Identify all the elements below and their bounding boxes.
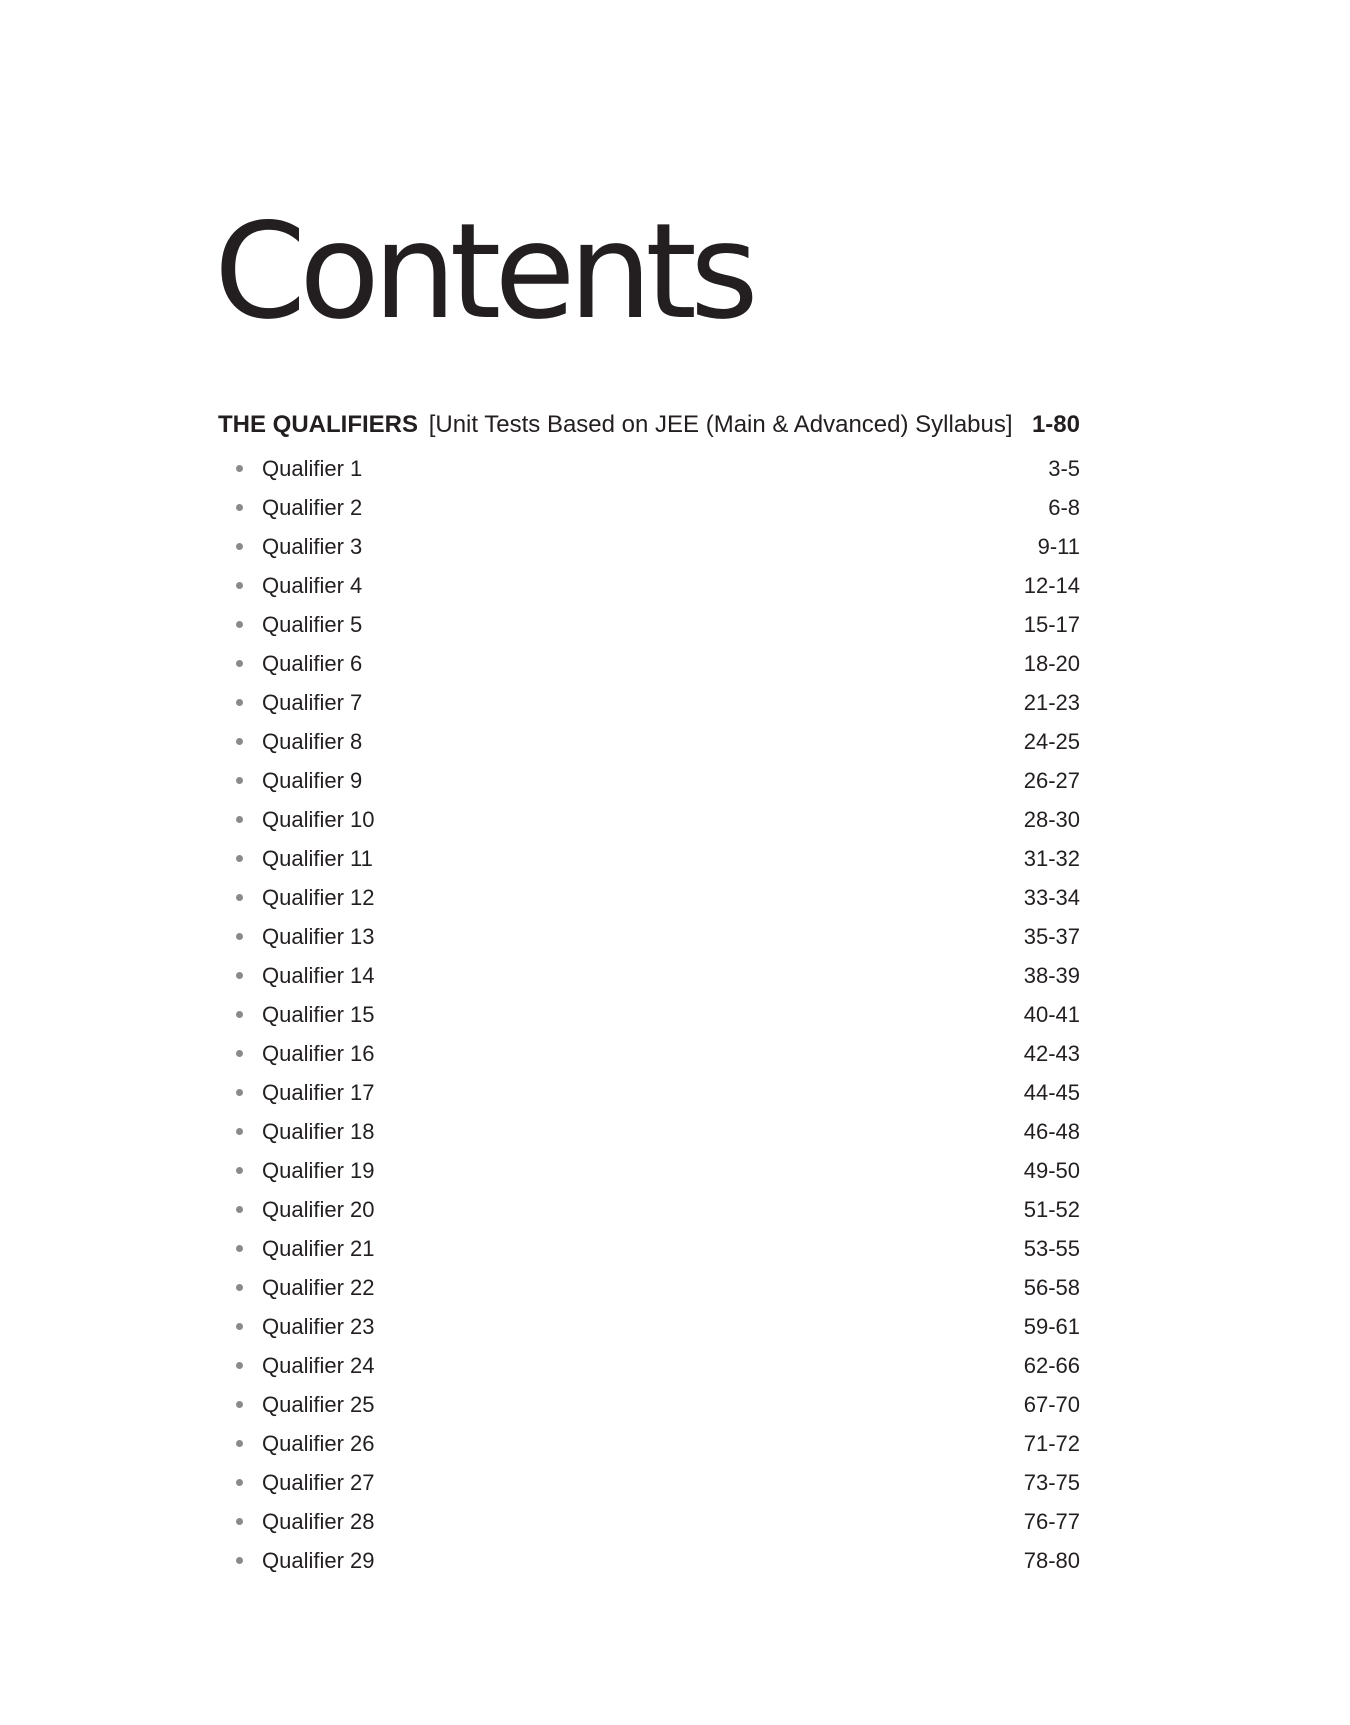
toc-item-page-range: 76-77 [1023, 1509, 1080, 1534]
toc-item[interactable] [236, 605, 1080, 644]
bullet-icon [236, 1245, 243, 1252]
toc-item-page-range: 6-8 [1048, 495, 1080, 520]
toc-item-label: Qualifier 19 [262, 1158, 375, 1183]
toc-item[interactable] [236, 1307, 1080, 1346]
toc-item-page-range: 44-45 [1023, 1080, 1080, 1105]
bullet-icon [236, 1011, 243, 1018]
bullet-icon [236, 1557, 243, 1564]
toc-item-label: Qualifier 13 [262, 924, 375, 949]
toc-item-label: Qualifier 9 [262, 768, 363, 793]
toc-item-page-range: 35-37 [1023, 924, 1080, 949]
section-page-range: 1-80 [1031, 411, 1080, 438]
toc-item[interactable] [236, 1229, 1080, 1268]
toc-item-page-range: 73-75 [1023, 1470, 1080, 1495]
bullet-icon [236, 855, 243, 862]
toc-item-label: Qualifier 5 [262, 612, 363, 637]
toc-item[interactable] [236, 1034, 1080, 1073]
toc-list [236, 449, 1080, 1580]
bullet-icon [236, 1050, 243, 1057]
bullet-icon [236, 504, 243, 511]
toc-item-label: Qualifier 16 [262, 1041, 375, 1066]
toc-item-label: Qualifier 15 [262, 1002, 375, 1027]
toc-item-page-range: 40-41 [1023, 1002, 1080, 1027]
toc-item[interactable] [236, 1463, 1080, 1502]
toc-item-label: Qualifier 11 [262, 846, 373, 871]
bullet-icon [236, 1206, 243, 1213]
bullet-icon [236, 1362, 243, 1369]
toc-item-label: Qualifier 3 [262, 534, 363, 559]
section-header [218, 407, 1080, 443]
toc-item-label: Qualifier 26 [262, 1431, 375, 1456]
toc-item[interactable] [236, 1346, 1080, 1385]
toc-item-page-range: 38-39 [1023, 963, 1080, 988]
bullet-icon [236, 1167, 243, 1174]
bullet-icon [236, 465, 243, 472]
toc-item-label: Qualifier 12 [262, 885, 375, 910]
toc-item[interactable] [236, 1502, 1080, 1541]
toc-item-page-range: 28-30 [1023, 807, 1080, 832]
bullet-icon [236, 1479, 243, 1486]
toc-item-label: Qualifier 4 [262, 573, 363, 598]
page-title: Contents [214, 195, 752, 349]
toc-item-label: Qualifier 23 [262, 1314, 375, 1339]
bullet-icon [236, 894, 243, 901]
toc-item[interactable] [236, 1385, 1080, 1424]
toc-item[interactable] [236, 1424, 1080, 1463]
bullet-icon [236, 1440, 243, 1447]
bullet-icon [236, 1128, 243, 1135]
toc-item-page-range: 31-32 [1023, 846, 1080, 871]
toc-item-page-range: 33-34 [1023, 885, 1080, 910]
toc-item[interactable] [236, 839, 1080, 878]
toc-item[interactable] [236, 1112, 1080, 1151]
toc-item-page-range: 49-50 [1023, 1158, 1080, 1183]
toc-item-page-range: 15-17 [1023, 612, 1080, 637]
toc-item[interactable] [236, 1073, 1080, 1112]
toc-item-label: Qualifier 21 [262, 1236, 375, 1261]
toc-item[interactable] [236, 644, 1080, 683]
toc-item-page-range: 42-43 [1023, 1041, 1080, 1066]
toc-item-page-range: 51-52 [1023, 1197, 1080, 1222]
toc-item-label: Qualifier 8 [262, 729, 363, 754]
bullet-icon [236, 972, 243, 979]
toc-item-page-range: 3-5 [1048, 456, 1080, 481]
toc-item-label: Qualifier 10 [262, 807, 375, 832]
toc-item-label: Qualifier 7 [262, 690, 363, 715]
toc-item-label: Qualifier 29 [262, 1548, 375, 1573]
toc-item[interactable] [236, 1151, 1080, 1190]
toc-item[interactable] [236, 917, 1080, 956]
toc-item[interactable] [236, 449, 1080, 488]
section-subtitle: [Unit Tests Based on JEE (Main & Advanced) Syllabus] [428, 411, 1013, 438]
toc-item-label: Qualifier 28 [262, 1509, 375, 1534]
bullet-icon [236, 699, 243, 706]
bullet-icon [236, 1089, 243, 1096]
toc-item-label: Qualifier 17 [262, 1080, 375, 1105]
bullet-icon [236, 582, 243, 589]
toc-item-page-range: 46-48 [1023, 1119, 1080, 1144]
bullet-icon [236, 621, 243, 628]
toc-item[interactable] [236, 1190, 1080, 1229]
toc-item-page-range: 9-11 [1037, 534, 1080, 559]
toc-item-page-range: 12-14 [1023, 573, 1080, 598]
toc-item-label: Qualifier 24 [262, 1353, 375, 1378]
toc-item[interactable] [236, 761, 1080, 800]
section-title: THE QUALIFIERS [218, 411, 419, 438]
bullet-icon [236, 543, 243, 550]
toc-item[interactable] [236, 722, 1080, 761]
toc-item-page-range: 26-27 [1023, 768, 1080, 793]
bullet-icon [236, 777, 243, 784]
bullet-icon [236, 1284, 243, 1291]
bullet-icon [236, 816, 243, 823]
toc-item-page-range: 24-25 [1023, 729, 1080, 754]
toc-item-page-range: 62-66 [1023, 1353, 1080, 1378]
toc-item-label: Qualifier 2 [262, 495, 363, 520]
toc-item[interactable] [236, 488, 1080, 527]
toc-item[interactable] [236, 995, 1080, 1034]
toc-item-label: Qualifier 20 [262, 1197, 375, 1222]
toc-item-label: Qualifier 18 [262, 1119, 375, 1144]
toc-item[interactable] [236, 1541, 1080, 1580]
bullet-icon [236, 738, 243, 745]
toc-item-page-range: 78-80 [1023, 1548, 1080, 1573]
toc-item[interactable] [236, 800, 1080, 839]
bullet-icon [236, 660, 243, 667]
bullet-icon [236, 1401, 243, 1408]
toc-item[interactable] [236, 566, 1080, 605]
toc-item-page-range: 59-61 [1023, 1314, 1080, 1339]
toc-item[interactable] [236, 527, 1080, 566]
toc-item-page-range: 18-20 [1023, 651, 1080, 676]
bullet-icon [236, 1323, 243, 1330]
toc-item-label: Qualifier 6 [262, 651, 363, 676]
toc-item-page-range: 53-55 [1023, 1236, 1080, 1261]
toc-item-label: Qualifier 14 [262, 963, 375, 988]
toc-item[interactable] [236, 1268, 1080, 1307]
toc-item-label: Qualifier 25 [262, 1392, 375, 1417]
toc-item[interactable] [236, 683, 1080, 722]
bullet-icon [236, 1518, 243, 1525]
toc-item[interactable] [236, 956, 1080, 995]
toc-item-page-range: 67-70 [1023, 1392, 1080, 1417]
toc-item-page-range: 56-58 [1023, 1275, 1080, 1300]
toc-item-page-range: 71-72 [1023, 1431, 1080, 1456]
bullet-icon [236, 933, 243, 940]
toc-item-page-range: 21-23 [1023, 690, 1080, 715]
toc-item-label: Qualifier 22 [262, 1275, 375, 1300]
toc-item-label: Qualifier 27 [262, 1470, 375, 1495]
toc-item[interactable] [236, 878, 1080, 917]
toc-item-label: Qualifier 1 [262, 456, 363, 481]
